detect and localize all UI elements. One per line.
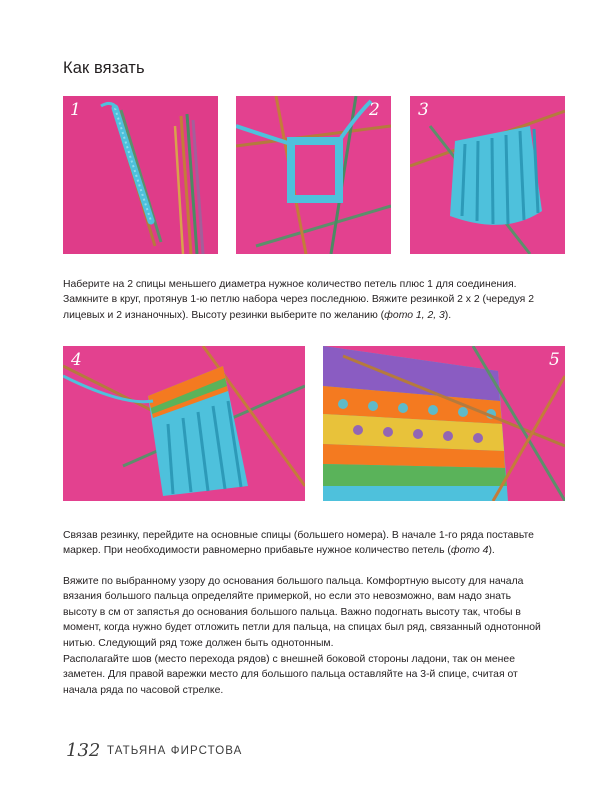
- photo-reference: фото 1, 2, 3: [384, 309, 445, 321]
- photo-3-illustration: [410, 96, 565, 254]
- photo-number: 3: [418, 100, 429, 120]
- photo-5: [323, 346, 565, 501]
- paragraph-text: Наберите на 2 спицы меньшего диаметра нужное количество петель плюс 1 для соединения. Замкните в круг, протянув 1-ю петлю набора через последнюю. Вяжите резинкой 2 х 2 (чередуя 2 лицевых и 2 изнаночных). Высоту резинки выберите по желанию (: [63, 279, 534, 321]
- photo-number: 5: [549, 350, 560, 370]
- photo-1-illustration: [63, 96, 218, 254]
- page-title: Как вязать: [63, 59, 145, 77]
- author-name: ТАТЬЯНА ФИРСТОВА: [107, 745, 243, 757]
- photo-number: 1: [70, 100, 81, 120]
- instructions-paragraph-2: [63, 528, 543, 559]
- photo-5-illustration: [323, 346, 565, 501]
- photo-2: [236, 96, 391, 254]
- paragraph-text: Связав резинку, перейдите на основные спицы (большего номера). В начале 1-го ряда поставьте маркер. При необходимости равномерно прибавьте нужное количество петель (: [63, 530, 534, 557]
- page-number: 132: [66, 740, 101, 761]
- photo-reference: фото 4: [450, 545, 489, 557]
- instructions-paragraph-1: [63, 277, 543, 323]
- photo-number: 2: [369, 100, 380, 120]
- paragraph-text-end: ).: [444, 309, 452, 321]
- instructions-paragraph-3: Вяжите по выбранному узору до основания большого пальца. Комфортную высоту для начала вязания большого пальца определяйте примеркой, но если это невозможно, вам надо знать высоту в см от запястья до основания большого пальца. Важно подогнать высоту так, чтобы в момент, когда нужно будет отложить петли для пальца, на спицах был ряд, связанный однотонной нитью. Следующий ряд тоже должен быть однотонным.: [63, 576, 541, 649]
- photo-4: [63, 346, 305, 501]
- photo-number: 4: [71, 350, 82, 370]
- photo-1: [63, 96, 218, 254]
- paragraph-text-end: ).: [488, 545, 495, 557]
- photo-3: [410, 96, 565, 254]
- instructions-paragraph-4: Располагайте шов (место перехода рядов) с внешней боковой стороны ладони, так он менее заметен. Для правой варежки место для большого пальца оставляйте на 3-й спице, считая от начала ряда по часовой стрелке.: [63, 654, 518, 696]
- photo-2-illustration: [236, 96, 391, 254]
- photo-4-illustration: [63, 346, 305, 501]
